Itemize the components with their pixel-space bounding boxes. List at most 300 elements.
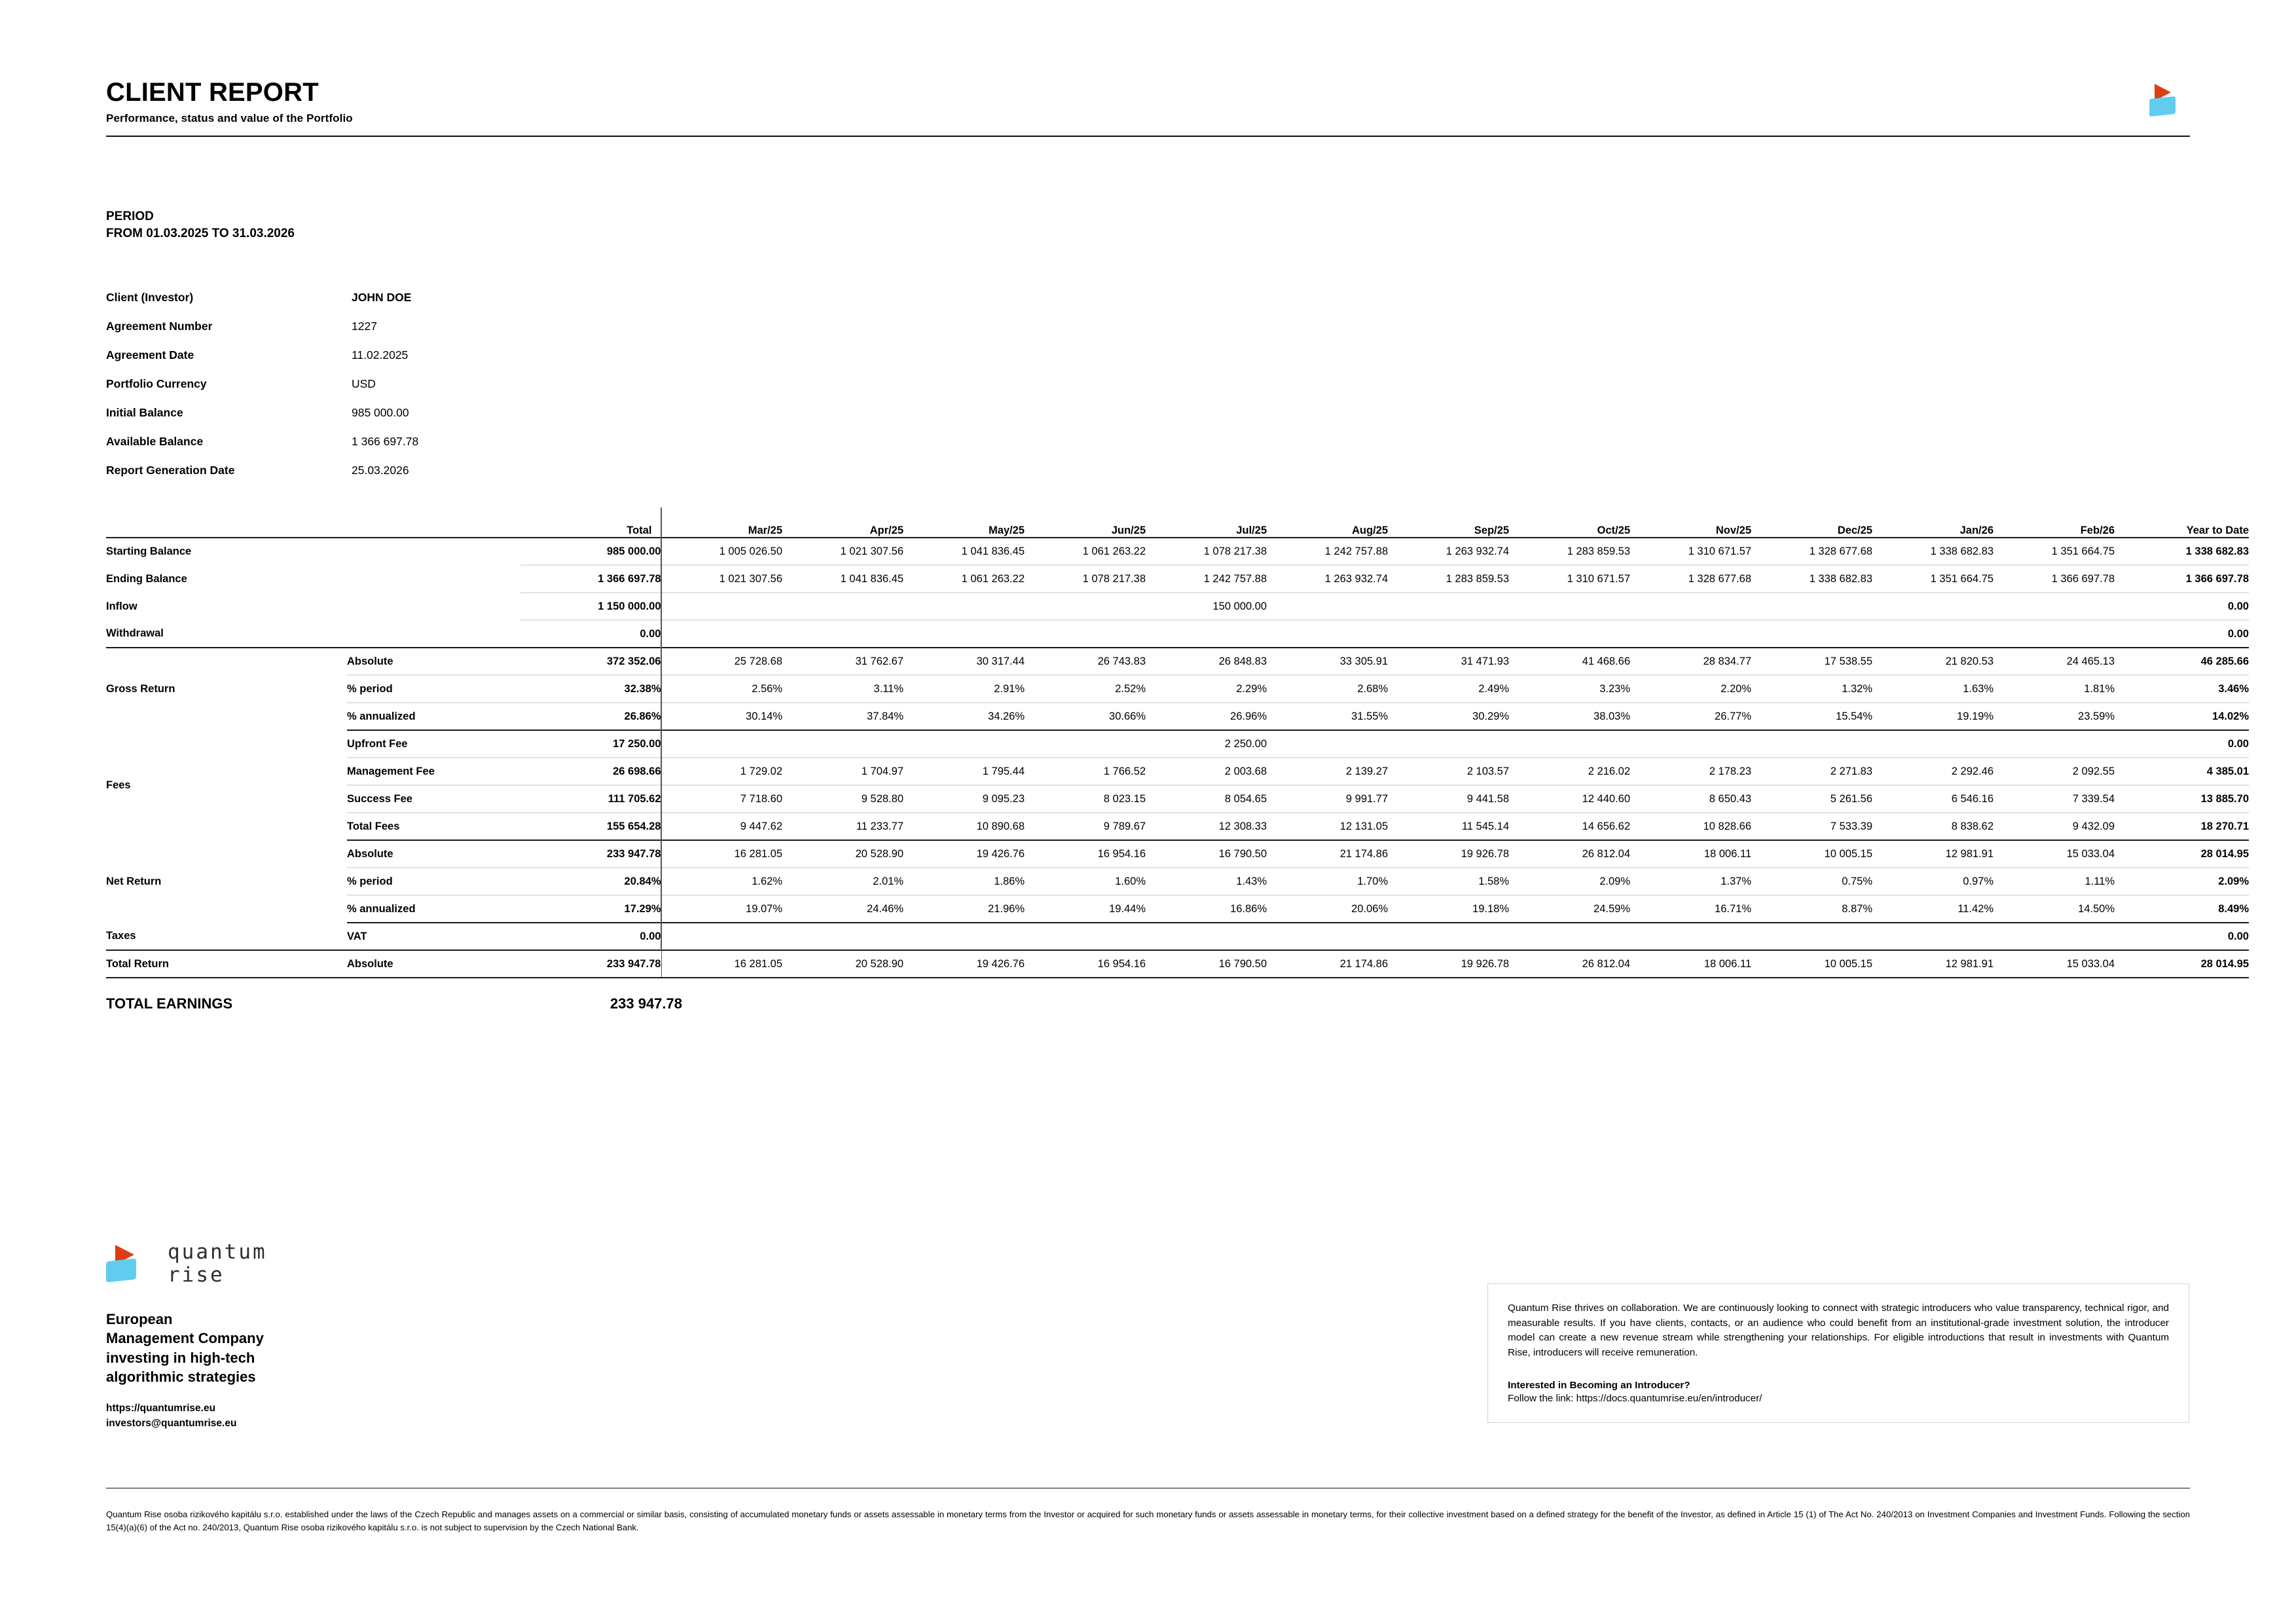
brand-wordmark [168,1241,267,1286]
table-row [106,565,2249,593]
cell-month-10: 21 820.53 [1872,648,1994,675]
cell-month-7: 26 812.04 [1509,840,1630,868]
cell-month-10: 0.97% [1872,868,1994,895]
cell-month-2: 1 041 836.45 [903,538,1025,565]
cell-month-0: 7 718.60 [661,785,782,813]
row-group-label: Taxes [106,923,347,950]
cell-month-2 [903,620,1025,648]
cell-month-7 [1509,620,1630,648]
cell-month-0: 30.14% [661,703,782,730]
cell-month-3 [1025,593,1146,620]
cell-ytd: 14.02% [2115,703,2249,730]
cell-month-11 [1994,730,2115,758]
cell-month-10: 11.42% [1872,895,1994,923]
cell-month-3: 19.44% [1025,895,1146,923]
cell-total: 1 150 000.00 [520,593,661,620]
cell-month-7 [1509,730,1630,758]
cell-month-8: 2.20% [1630,675,1751,703]
row-sublabel: Success Fee [347,785,520,813]
header-month-5: Aug/25 [1267,507,1388,538]
cell-month-9: 1 328 677.68 [1751,538,1872,565]
cell-month-4: 26.96% [1146,703,1267,730]
cell-month-6: 11 545.14 [1388,813,1509,840]
cell-month-10: 6 546.16 [1872,785,1994,813]
cell-month-5: 2.68% [1267,675,1388,703]
table-row [106,868,2249,895]
cell-month-6: 19 926.78 [1388,950,1509,978]
cell-month-6: 2 103.57 [1388,758,1509,785]
cell-month-1: 1 041 836.45 [782,565,903,593]
cell-month-0: 16 281.05 [661,840,782,868]
row-sublabel: % annualized [347,895,520,923]
info-row [106,456,418,485]
cell-month-6: 2.49% [1388,675,1509,703]
page-subtitle: Performance, status and value of the Portfolio [106,112,353,124]
header-month-4: Jul/25 [1146,507,1267,538]
row-group-label: Net Return [106,875,162,887]
cell-month-10: 1 338 682.83 [1872,538,1994,565]
cell-month-9: 8.87% [1751,895,1872,923]
company-tagline [106,1310,473,1386]
cell-month-8: 1 310 671.57 [1630,538,1751,565]
row-sublabel [347,565,520,593]
cell-month-0: 9 447.62 [661,813,782,840]
cell-month-11: 15 033.04 [1994,950,2115,978]
cell-month-4 [1146,620,1267,648]
cell-month-6: 19.18% [1388,895,1509,923]
header-ytd: Year to Date [2115,507,2249,538]
cell-month-6: 19 926.78 [1388,840,1509,868]
cell-month-1 [782,730,903,758]
table-row [106,840,2249,868]
cell-month-2: 2.91% [903,675,1025,703]
cell-month-11: 14.50% [1994,895,2115,923]
row-sublabel: Total Fees [347,813,520,840]
cell-ytd: 3.46% [2115,675,2249,703]
cell-ytd: 0.00 [2115,593,2249,620]
info-value: 1227 [352,319,377,333]
cell-month-10: 19.19% [1872,703,1994,730]
cell-month-1: 1 021 307.56 [782,538,903,565]
cell-month-3: 1.60% [1025,868,1146,895]
cell-month-3 [1025,620,1146,648]
logo-quad-icon [2149,96,2176,117]
row-sublabel [347,593,520,620]
performance-table [106,507,2249,978]
cell-month-4: 16.86% [1146,895,1267,923]
row-label: Starting Balance [106,545,192,557]
table-header-row [106,507,2249,538]
cell-month-6: 1 283 859.53 [1388,565,1509,593]
cell-month-3: 2.52% [1025,675,1146,703]
cell-month-0: 2.56% [661,675,782,703]
info-row [106,369,418,398]
cell-month-9: 10 005.15 [1751,840,1872,868]
cell-month-1: 24.46% [782,895,903,923]
info-value: 11.02.2025 [352,348,409,361]
cell-month-3 [1025,730,1146,758]
cell-month-10: 12 981.91 [1872,840,1994,868]
cell-ytd: 8.49% [2115,895,2249,923]
cell-month-2: 19 426.76 [903,840,1025,868]
cell-month-4: 150 000.00 [1146,593,1267,620]
cell-month-5 [1267,620,1388,648]
row-label: Ending Balance [106,572,187,585]
header-month-0: Mar/25 [661,507,782,538]
table-row [106,813,2249,840]
cell-month-3: 1 061 263.22 [1025,538,1146,565]
row-sublabel: Upfront Fee [347,730,520,758]
header-month-10: Jan/26 [1872,507,1994,538]
cell-month-5 [1267,730,1388,758]
cell-month-1: 11 233.77 [782,813,903,840]
header-month-3: Jun/25 [1025,507,1146,538]
company-email[interactable]: investors@quantumrise.eu [106,1417,237,1429]
cell-month-1: 20 528.90 [782,840,903,868]
cell-month-7: 3.23% [1509,675,1630,703]
cell-month-0 [661,730,782,758]
info-label: Portfolio Currency [106,377,207,390]
introducer-panel [1487,1283,2189,1423]
cell-ytd: 1 366 697.78 [2115,565,2249,593]
cell-month-2: 9 095.23 [903,785,1025,813]
info-label: Agreement Number [106,319,213,333]
brand-line-1: quantum [168,1240,267,1264]
table-row [106,758,2249,785]
cell-total: 17 250.00 [520,730,661,758]
cell-month-7 [1509,923,1630,950]
row-sublabel: Absolute [347,840,520,868]
cell-month-5: 1.70% [1267,868,1388,895]
cell-month-6: 1 263 932.74 [1388,538,1509,565]
cell-month-0 [661,620,782,648]
cell-month-9 [1751,923,1872,950]
table-row [106,923,2249,950]
cell-month-3: 16 954.16 [1025,840,1146,868]
info-row [106,398,418,427]
cell-month-9: 17 538.55 [1751,648,1872,675]
cell-month-1: 1 704.97 [782,758,903,785]
cell-month-7: 2.09% [1509,868,1630,895]
header-divider [106,136,2190,137]
cell-total: 0.00 [520,620,661,648]
cell-month-10 [1872,923,1994,950]
info-label: Agreement Date [106,348,194,361]
cell-ytd: 0.00 [2115,923,2249,950]
cell-month-6: 30.29% [1388,703,1509,730]
cell-month-4: 8 054.65 [1146,785,1267,813]
cell-month-8: 18 006.11 [1630,840,1751,868]
cell-month-0: 25 728.68 [661,648,782,675]
cell-month-2 [903,593,1025,620]
info-value: USD [352,377,376,390]
cell-month-0 [661,923,782,950]
cell-month-9: 7 533.39 [1751,813,1872,840]
cell-ytd: 46 285.66 [2115,648,2249,675]
cell-month-2: 30 317.44 [903,648,1025,675]
cell-month-2: 1 061 263.22 [903,565,1025,593]
cell-total: 155 654.28 [520,813,661,840]
table-row [106,785,2249,813]
page-title: CLIENT REPORT [106,78,319,107]
cell-month-7: 24.59% [1509,895,1630,923]
info-value: JOHN DOE [352,290,412,304]
cell-month-2 [903,730,1025,758]
period-range: FROM 01.03.2025 TO 31.03.2026 [106,226,295,240]
header-month-1: Apr/25 [782,507,903,538]
cell-total: 0.00 [520,923,661,950]
cell-month-10: 2 292.46 [1872,758,1994,785]
cell-month-1: 9 528.80 [782,785,903,813]
cell-ytd: 4 385.01 [2115,758,2249,785]
row-label: Withdrawal [106,620,347,648]
cell-month-8 [1630,923,1751,950]
logo-quad-icon [106,1258,136,1282]
cell-month-11: 24 465.13 [1994,648,2115,675]
cell-month-5 [1267,593,1388,620]
cell-month-9: 2 271.83 [1751,758,1872,785]
performance-table-wrap [106,507,2249,978]
cell-total: 20.84% [520,868,661,895]
total-earnings-label: TOTAL EARNINGS [106,995,233,1012]
cell-month-10 [1872,593,1994,620]
cell-month-1 [782,620,903,648]
performance-table-body [106,538,2249,978]
total-earnings-block [106,995,682,1012]
info-label: Initial Balance [106,405,183,419]
tagline-line: European [106,1311,173,1328]
cell-month-7: 1 310 671.57 [1509,565,1630,593]
cell-total: 233 947.78 [520,950,661,978]
cell-month-3: 16 954.16 [1025,950,1146,978]
cell-ytd: 13 885.70 [2115,785,2249,813]
header-month-6: Sep/25 [1388,507,1509,538]
cell-month-0: 19.07% [661,895,782,923]
cell-month-4: 1 242 757.88 [1146,565,1267,593]
row-sublabel [347,538,520,565]
cell-month-9: 15.54% [1751,703,1872,730]
table-row [106,593,2249,620]
cell-total: 32.38% [520,675,661,703]
cell-month-9: 10 005.15 [1751,950,1872,978]
table-row [106,620,2249,648]
cell-month-9: 1.32% [1751,675,1872,703]
cell-month-9: 5 261.56 [1751,785,1872,813]
cell-month-11: 2 092.55 [1994,758,2115,785]
table-row [106,895,2249,923]
cell-month-8 [1630,620,1751,648]
cell-total: 26.86% [520,703,661,730]
info-value: 1 366 697.78 [352,434,419,448]
info-row [106,427,418,456]
table-row [106,538,2249,565]
cell-month-4: 2 250.00 [1146,730,1267,758]
period-label: PERIOD [106,210,154,223]
table-row [106,730,2249,758]
cell-month-9 [1751,620,1872,648]
cell-month-11 [1994,593,2115,620]
cell-total: 1 366 697.78 [520,565,661,593]
cell-month-5: 20.06% [1267,895,1388,923]
total-earnings-value: 233 947.78 [610,995,682,1012]
cell-month-5: 33 305.91 [1267,648,1388,675]
cell-month-8: 28 834.77 [1630,648,1751,675]
header-blank2 [347,507,520,538]
cell-month-4: 1.43% [1146,868,1267,895]
cell-month-11: 1 351 664.75 [1994,538,2115,565]
row-sublabel: VAT [347,923,520,950]
info-label: Available Balance [106,434,204,448]
row-group-label: Gross Return [106,683,175,695]
cell-month-0: 1 005 026.50 [661,538,782,565]
cell-month-7: 38.03% [1509,703,1630,730]
cell-month-6: 31 471.93 [1388,648,1509,675]
cell-month-2: 1.86% [903,868,1025,895]
cell-month-4: 16 790.50 [1146,950,1267,978]
cell-total: 985 000.00 [520,538,661,565]
cell-month-0: 1 021 307.56 [661,565,782,593]
cell-month-7: 26 812.04 [1509,950,1630,978]
table-row [106,675,2249,703]
cell-month-7: 2 216.02 [1509,758,1630,785]
cell-month-5: 31.55% [1267,703,1388,730]
cell-month-9 [1751,593,1872,620]
row-sublabel: Absolute [347,950,520,978]
cell-month-11: 1.11% [1994,868,2115,895]
cell-month-8: 10 828.66 [1630,813,1751,840]
tagline-line: Management Company [106,1330,264,1347]
header-month-9: Dec/25 [1751,507,1872,538]
cell-month-11: 1 366 697.78 [1994,565,2115,593]
cell-month-2: 19 426.76 [903,950,1025,978]
cell-month-3: 8 023.15 [1025,785,1146,813]
cell-month-9: 1 338 682.83 [1751,565,1872,593]
row-label: Inflow [106,600,137,612]
period-block [106,208,295,242]
cell-month-7: 1 283 859.53 [1509,538,1630,565]
header-month-8: Nov/25 [1630,507,1751,538]
cell-month-11: 15 033.04 [1994,840,2115,868]
company-contacts [106,1401,473,1431]
brand-lockup [106,1241,473,1286]
cell-month-7: 41 468.66 [1509,648,1630,675]
cell-month-6 [1388,593,1509,620]
quantum-rise-logo-icon [106,1244,153,1284]
cell-ytd: 1 338 682.83 [2115,538,2249,565]
info-value: 25.03.2026 [352,463,409,477]
info-row [106,283,418,312]
cell-month-2: 10 890.68 [903,813,1025,840]
cell-month-11: 9 432.09 [1994,813,2115,840]
cell-month-3: 1 078 217.38 [1025,565,1146,593]
row-group-label: Fees [106,779,131,791]
cell-month-0: 16 281.05 [661,950,782,978]
cell-month-11: 23.59% [1994,703,2115,730]
cell-month-4: 2.29% [1146,675,1267,703]
header-month-11: Feb/26 [1994,507,2115,538]
cell-month-5: 9 991.77 [1267,785,1388,813]
cell-month-8: 1 328 677.68 [1630,565,1751,593]
cell-month-8: 26.77% [1630,703,1751,730]
cell-month-11 [1994,923,2115,950]
cell-month-5: 21 174.86 [1267,950,1388,978]
cell-month-1 [782,923,903,950]
cell-total: 17.29% [520,895,661,923]
cell-ytd: 0.00 [2115,730,2249,758]
row-sublabel: % period [347,868,520,895]
cell-month-5: 12 131.05 [1267,813,1388,840]
footer-brand-block [106,1241,473,1431]
cell-month-4: 26 848.83 [1146,648,1267,675]
cell-month-8: 1.37% [1630,868,1751,895]
cell-month-10: 12 981.91 [1872,950,1994,978]
cell-month-2: 34.26% [903,703,1025,730]
cell-month-10: 1 351 664.75 [1872,565,1994,593]
introducer-link[interactable]: Follow the link: https://docs.quantumrise.eu/en/introducer/ [1508,1393,1762,1404]
cell-month-9 [1751,730,1872,758]
cell-month-1: 31 762.67 [782,648,903,675]
cell-month-4: 2 003.68 [1146,758,1267,785]
cell-month-3: 1 766.52 [1025,758,1146,785]
cell-month-8: 2 178.23 [1630,758,1751,785]
total-column-divider [661,507,662,950]
row-sublabel: Management Fee [347,758,520,785]
cell-month-5: 1 242 757.88 [1267,538,1388,565]
table-row [106,950,2249,978]
header-month-2: May/25 [903,507,1025,538]
info-row [106,312,418,341]
cell-month-6 [1388,620,1509,648]
cell-month-0 [661,593,782,620]
cell-month-8 [1630,730,1751,758]
cell-month-9: 0.75% [1751,868,1872,895]
cell-ytd: 28 014.95 [2115,950,2249,978]
header-month-7: Oct/25 [1509,507,1630,538]
cell-month-11 [1994,620,2115,648]
info-value: 985 000.00 [352,405,409,419]
tagline-line: algorithmic strategies [106,1368,256,1385]
cell-month-4: 16 790.50 [1146,840,1267,868]
header-blank [106,507,347,538]
cell-month-8 [1630,593,1751,620]
legal-disclaimer: Quantum Rise osoba rizikového kapitálu s.r.o. established under the laws of the Czech Republic and manages assets on a commercial or similar basis, consisting of accumulated monetary funds or assets assessable in monetary terms from the Investor or acquired for such monetary funds or assets assessable in monetary terms, for their collective investment based on a defined strategy for the benefit of the Investor, as defined in Article 15 (1) of The Act No. 240/2013 on Investment Companies and Investment Funds. Following the section 15(4)(a)(6) of the Act no. 240/2013, Quantum Rise osoba rizikového kapitálu s.r.o. is not subject to supervision by the Czech National Bank. [106,1509,2190,1533]
cell-month-0: 1.62% [661,868,782,895]
row-sublabel: % period [347,675,520,703]
cell-month-2 [903,923,1025,950]
cell-month-4 [1146,923,1267,950]
report-header [106,79,2190,137]
table-row [106,703,2249,730]
company-website[interactable]: https://quantumrise.eu [106,1402,216,1414]
cell-ytd: 18 270.71 [2115,813,2249,840]
cell-month-4: 12 308.33 [1146,813,1267,840]
cell-month-3: 26 743.83 [1025,648,1146,675]
client-info-table [106,283,418,485]
cell-month-4: 1 078 217.38 [1146,538,1267,565]
header-total: Total [520,507,661,538]
cell-month-11: 1.81% [1994,675,2115,703]
cell-month-3: 9 789.67 [1025,813,1146,840]
cell-month-5 [1267,923,1388,950]
cell-month-7: 14 656.62 [1509,813,1630,840]
cell-month-10: 1.63% [1872,675,1994,703]
cell-month-1: 20 528.90 [782,950,903,978]
cell-ytd: 28 014.95 [2115,840,2249,868]
cell-month-1: 37.84% [782,703,903,730]
cell-month-10 [1872,730,1994,758]
cell-month-7: 12 440.60 [1509,785,1630,813]
cell-month-8: 8 650.43 [1630,785,1751,813]
